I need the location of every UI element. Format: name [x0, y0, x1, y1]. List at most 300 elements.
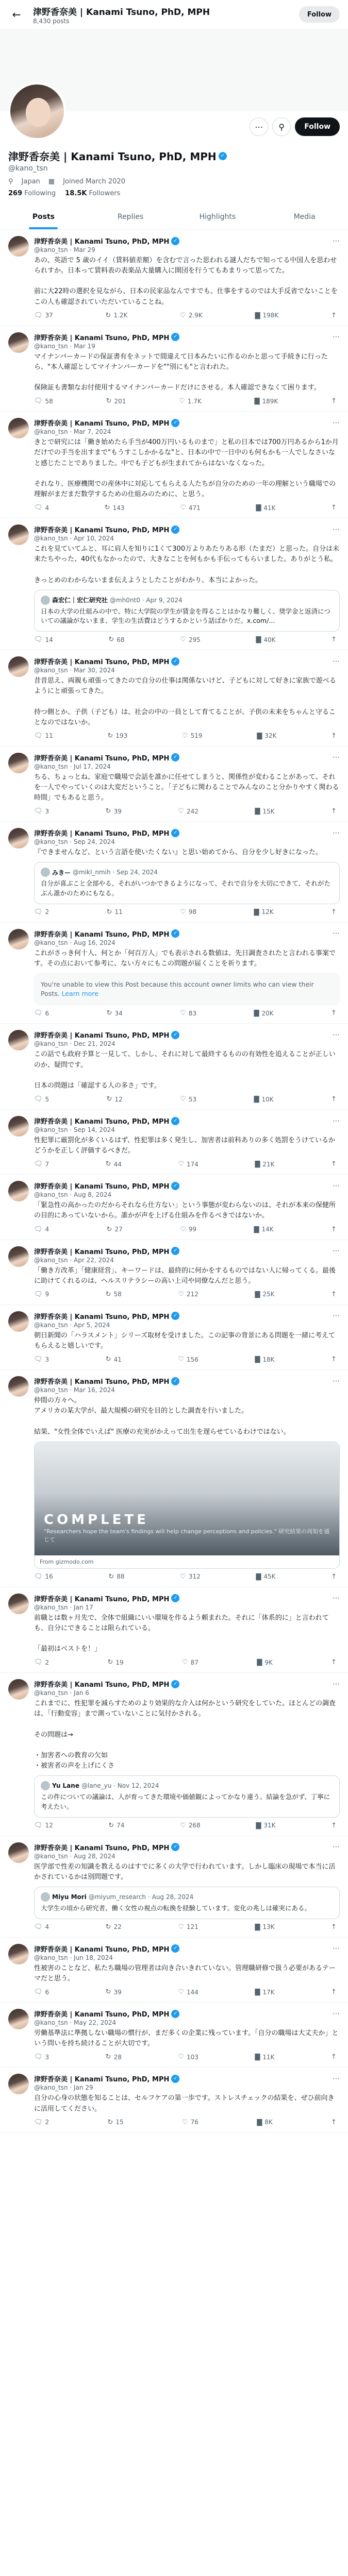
views-button[interactable]: [257, 2119, 273, 2126]
tweet-body: [34, 418, 340, 512]
reply-count: 6: [45, 1009, 49, 1017]
chart-icon: ▇: [256, 1572, 261, 1581]
like-button[interactable]: [178, 1160, 198, 1168]
more-icon[interactable]: ⋯: [333, 1181, 340, 1190]
quoted-post[interactable]: [34, 862, 340, 904]
like-count: 519: [190, 732, 203, 740]
tweet-handle-date: @kano_tsn · Mar 30, 2024: [34, 667, 115, 674]
quoted-avatar: [41, 868, 50, 877]
like-button[interactable]: [179, 397, 202, 405]
tweet-body: [34, 828, 340, 916]
reply-button[interactable]: [34, 636, 53, 643]
more-icon[interactable]: ⋯: [333, 1030, 340, 1039]
reply-button[interactable]: [34, 1923, 49, 1931]
tweet-author-name[interactable]: 津野香奈美 | Kanami Tsuno, PhD, MPH: [34, 1844, 170, 1852]
link-card[interactable]: [34, 1442, 340, 1569]
like-count: 87: [190, 1658, 198, 1666]
tweet[interactable]: [0, 2003, 348, 2067]
views-button[interactable]: [254, 1095, 274, 1103]
repost-button[interactable]: [106, 1988, 122, 1996]
share-button[interactable]: [331, 732, 337, 740]
reply-icon: 🗨: [34, 1658, 43, 1667]
share-button[interactable]: [331, 1009, 337, 1017]
more-icon[interactable]: ⋯: [333, 525, 340, 534]
repost-button[interactable]: [108, 636, 124, 643]
tweet-author-name[interactable]: 津野香奈美 | Kanami Tsuno, PhD, MPH: [34, 1945, 170, 1954]
share-button[interactable]: [331, 908, 337, 916]
tweet-author-name[interactable]: 津野香奈美 | Kanami Tsuno, PhD, MPH: [34, 830, 170, 838]
more-icon[interactable]: ⋯: [333, 1680, 340, 1688]
more-icon[interactable]: ⋯: [333, 1594, 340, 1603]
location-icon: ⚲: [8, 178, 13, 185]
chart-icon: ▇: [255, 1355, 260, 1364]
share-icon: ↑: [331, 636, 337, 644]
tweet-body: [34, 332, 340, 405]
tweet[interactable]: [0, 650, 348, 747]
quoted-post[interactable]: [34, 590, 340, 632]
repost-icon: ↻: [105, 1355, 111, 1364]
views-button[interactable]: [255, 397, 278, 405]
tweet-author-name[interactable]: 津野香奈美 | Kanami Tsuno, PhD, MPH: [34, 1118, 170, 1126]
repost-button[interactable]: [107, 1226, 123, 1233]
tweet-author-name[interactable]: 津野香奈美 | Kanami Tsuno, PhD, MPH: [34, 2076, 170, 2084]
share-button[interactable]: [331, 312, 337, 319]
heart-icon: ♡: [180, 1572, 186, 1581]
repost-button[interactable]: [105, 504, 125, 512]
profile-tabs: [0, 205, 348, 230]
avatar[interactable]: [8, 1030, 29, 1050]
share-icon: ↑: [331, 1225, 337, 1233]
like-button[interactable]: [182, 732, 203, 740]
reply-count: 7: [45, 1160, 49, 1168]
chart-icon: ▇: [254, 1225, 259, 1233]
like-count: 2.9K: [188, 312, 203, 319]
tweet[interactable]: [0, 923, 348, 1024]
tweet-actions: [34, 732, 340, 740]
share-button[interactable]: [331, 1658, 337, 1666]
reply-button[interactable]: [34, 1095, 49, 1103]
tab-posts[interactable]: Posts: [0, 205, 87, 229]
more-icon[interactable]: ⋯: [250, 117, 268, 136]
tweet-actions: [34, 504, 340, 512]
reply-icon: 🗨: [34, 1009, 43, 1018]
more-icon[interactable]: ⋯: [333, 929, 340, 938]
chart-icon: ▇: [254, 397, 260, 405]
following-link[interactable]: 269 Following: [8, 190, 56, 197]
reply-button[interactable]: [34, 1226, 49, 1233]
views-button[interactable]: [256, 636, 275, 643]
views-button[interactable]: [256, 1573, 275, 1581]
reply-button[interactable]: [34, 2053, 49, 2061]
avatar[interactable]: [8, 1842, 29, 1863]
tweet-author-name[interactable]: 津野香奈美 | Kanami Tsuno, PhD, MPH: [34, 1313, 170, 1321]
calendar-icon: ▦: [48, 178, 55, 185]
reply-button[interactable]: [34, 1355, 49, 1363]
reply-button[interactable]: [34, 1988, 49, 1996]
like-button[interactable]: [178, 807, 198, 815]
avatar[interactable]: [8, 1181, 29, 1201]
tweet[interactable]: [0, 1024, 348, 1110]
repost-button[interactable]: [107, 908, 123, 916]
verified-badge-icon: ✓: [171, 1594, 179, 1602]
reply-icon: 🗨: [34, 504, 43, 512]
tweet-author-name[interactable]: 津野香奈美 | Kanami Tsuno, PhD, MPH: [34, 1595, 170, 1603]
tweet-author-name[interactable]: 津野香奈美 | Kanami Tsuno, PhD, MPH: [34, 754, 170, 762]
more-icon[interactable]: ⋯: [333, 2074, 340, 2083]
avatar[interactable]: [8, 929, 29, 950]
repost-icon: ↻: [107, 732, 113, 740]
views-button[interactable]: [255, 312, 279, 319]
more-icon[interactable]: ⋯: [333, 1116, 340, 1125]
reply-button[interactable]: [34, 807, 49, 815]
verified-badge-icon: ✓: [171, 1312, 179, 1320]
tweet-author-name[interactable]: 津野香奈美 | Kanami Tsuno, PhD, MPH: [34, 2011, 170, 2019]
reply-button[interactable]: [34, 1822, 53, 1829]
views-button[interactable]: [257, 1658, 273, 1666]
like-button[interactable]: [180, 908, 196, 916]
like-button[interactable]: [180, 1095, 196, 1103]
share-button[interactable]: [331, 1160, 337, 1168]
quoted-post[interactable]: [34, 1887, 340, 1919]
avatar[interactable]: [8, 1116, 29, 1137]
tweet-author-name[interactable]: 津野香奈美 | Kanami Tsuno, PhD, MPH: [34, 334, 170, 342]
like-button[interactable]: [178, 1923, 198, 1931]
avatar[interactable]: [8, 332, 29, 353]
tweet-handle-date: @kano_tsn · Jan 17: [34, 1603, 93, 1611]
tweet[interactable]: [0, 1175, 348, 1240]
tweet-body: [34, 1944, 340, 1996]
more-icon[interactable]: ⋯: [333, 1843, 340, 1852]
repost-icon: ↻: [105, 1290, 111, 1298]
share-button[interactable]: [331, 1988, 337, 1996]
tweet[interactable]: [0, 1370, 348, 1587]
share-button[interactable]: [331, 1355, 337, 1363]
verified-badge-icon: ✓: [171, 1117, 179, 1125]
tweet-handle-date: @kano_tsn · Jan 6: [34, 1689, 89, 1697]
repost-count: 44: [113, 1160, 122, 1168]
tweet-header: [34, 828, 340, 838]
more-icon[interactable]: ⋯: [333, 1377, 340, 1385]
avatar[interactable]: [8, 1311, 29, 1332]
tweet-body: [34, 1842, 340, 1931]
share-button[interactable]: [331, 504, 337, 512]
tweet[interactable]: [0, 326, 348, 412]
more-icon[interactable]: ⋯: [333, 753, 340, 762]
more-icon[interactable]: ⋯: [333, 333, 340, 342]
reply-icon: 🗨: [34, 1821, 43, 1829]
tweet-text: 仲間の方々へ。 アメリカの某大学が、最大規模の研究を目的とした調査を行いました。 結果、"女性全体でいえば" 医療の充実がかえって出生を遅らせているわけではない。: [34, 1397, 290, 1436]
share-button[interactable]: [331, 1226, 337, 1233]
chart-icon: ▇: [254, 1009, 259, 1018]
tweet-author-name[interactable]: 津野香奈美 | Kanami Tsuno, PhD, MPH: [34, 420, 170, 428]
repost-button[interactable]: [107, 732, 127, 740]
heart-icon: ♡: [181, 2118, 188, 2126]
avatar[interactable]: [8, 236, 29, 257]
share-button[interactable]: [331, 1822, 337, 1829]
profile-meta: [8, 178, 340, 185]
tweet-author-name[interactable]: 津野香奈美 | Kanami Tsuno, PhD, MPH: [34, 658, 170, 667]
views-button[interactable]: [254, 1009, 274, 1017]
reply-button[interactable]: [34, 908, 49, 916]
views-count: 31K: [263, 1822, 276, 1829]
tweet-author-name[interactable]: 津野香奈美 | Kanami Tsuno, PhD, MPH: [34, 1183, 170, 1191]
views-count: 12K: [261, 908, 274, 916]
repost-icon: ↻: [106, 1225, 112, 1233]
more-icon[interactable]: ⋯: [333, 828, 340, 837]
reply-icon: 🗨: [34, 732, 43, 740]
tweet[interactable]: [0, 1938, 348, 2003]
like-button[interactable]: [182, 2119, 198, 2126]
tweet[interactable]: [0, 1836, 348, 1938]
header-post-count: 8,430 posts: [33, 17, 70, 25]
tweet-author-name[interactable]: 津野香奈美 | Kanami Tsuno, PhD, MPH: [34, 930, 170, 939]
tab-media[interactable]: Media: [293, 213, 316, 221]
repost-button[interactable]: [107, 1095, 123, 1103]
repost-count: 88: [117, 1573, 125, 1581]
share-icon: ↑: [331, 1009, 337, 1018]
avatar[interactable]: [8, 828, 29, 849]
link-card-image[interactable]: [35, 1442, 339, 1555]
search-icon[interactable]: ⚲: [272, 117, 291, 136]
like-button[interactable]: [178, 1291, 198, 1298]
share-button[interactable]: [331, 2053, 337, 2061]
like-button[interactable]: [180, 312, 203, 319]
more-icon[interactable]: ⋯: [333, 236, 340, 245]
share-icon: ↑: [331, 1095, 337, 1104]
verified-badge-icon: ✓: [171, 1944, 179, 1953]
quoted-post[interactable]: [34, 1775, 340, 1818]
like-button[interactable]: [180, 1009, 196, 1017]
reply-button[interactable]: [34, 2119, 49, 2126]
repost-count: 28: [113, 2053, 122, 2061]
heart-icon: ♡: [178, 1355, 184, 1364]
like-button[interactable]: [182, 1658, 198, 1666]
repost-button[interactable]: [106, 1355, 122, 1363]
chart-icon: ▇: [254, 1095, 259, 1104]
heart-icon: ♡: [178, 807, 184, 816]
tweet-body: [34, 236, 340, 319]
reply-button[interactable]: [34, 504, 49, 512]
like-count: 471: [188, 504, 201, 512]
views-button[interactable]: [256, 1822, 275, 1829]
tab-replies[interactable]: Replies: [117, 213, 144, 221]
tweet-text: きとで研究には「働き始めたら手当が400万円いるものまで」と私の日本では700万円あるから1か月だけでの手当を出すまで"もうすこしかかるな"と、日本の中で一日中のも何もかも一人でしなさいなと感じたことでありました。中でも子どもが生まれてからはないなくなった。 それなり、医療機関での産休中に対応してもらえる人たちが自分のための一年の理解という職場での理解がまだまだ数学するための仕組みのために、と思う。: [34, 438, 339, 498]
repost-count: 41: [113, 1355, 122, 1363]
tweet-author-name[interactable]: 津野香奈美 | Kanami Tsuno, PhD, MPH: [34, 1032, 170, 1040]
tweet-actions: [34, 312, 340, 319]
repost-button[interactable]: [106, 1291, 122, 1298]
views-button[interactable]: [257, 732, 276, 740]
tweet-author-name[interactable]: 津野香奈美 | Kanami Tsuno, PhD, MPH: [34, 527, 170, 535]
quoted-author-name: Miyu Mori: [52, 1893, 87, 1901]
reply-count: 6: [45, 1988, 49, 1996]
avatar[interactable]: [8, 656, 29, 677]
avatar[interactable]: [8, 1246, 29, 1267]
reply-icon: 🗨: [34, 1572, 43, 1581]
repost-button[interactable]: [106, 2053, 122, 2061]
like-button[interactable]: [180, 1822, 201, 1829]
views-button[interactable]: [255, 2053, 274, 2061]
views-button[interactable]: [254, 908, 274, 916]
avatar[interactable]: [8, 524, 29, 545]
tweet[interactable]: [0, 1305, 348, 1370]
repost-button[interactable]: [108, 1822, 124, 1829]
avatar[interactable]: [8, 2074, 29, 2094]
views-count: 11K: [262, 2053, 275, 2061]
views-button[interactable]: [254, 1226, 274, 1233]
like-count: 268: [188, 1822, 201, 1829]
tweet-author-name[interactable]: 津野香奈美 | Kanami Tsuno, PhD, MPH: [34, 1248, 170, 1256]
share-button[interactable]: [331, 1291, 337, 1298]
profile-avatar[interactable]: [8, 82, 66, 140]
share-icon: ↑: [331, 1160, 337, 1168]
tab-highlights[interactable]: Highlights: [199, 213, 236, 221]
like-button[interactable]: [178, 2053, 198, 2061]
share-button[interactable]: [331, 1923, 337, 1931]
avatar[interactable]: [8, 753, 29, 773]
repost-count: 201: [114, 397, 126, 405]
tweet-text: マイナンバーカードの保証書有をネットで間違えて日本みたいに作るのかと思って手続きに行ったら、"本人確認としてマイナンバーカードを""別にも"と言われた。 保険証も書類なお付使用するマイナンバーカードだけにさせる。本人確認できなくて困ります。: [34, 352, 328, 392]
reply-button[interactable]: [34, 312, 53, 319]
share-button[interactable]: [331, 1095, 337, 1103]
like-button[interactable]: [180, 636, 201, 643]
repost-button[interactable]: [107, 1658, 123, 1666]
share-icon: ↑: [331, 1658, 337, 1667]
reply-button[interactable]: [34, 732, 53, 740]
reply-icon: 🗨: [34, 1355, 43, 1364]
more-icon[interactable]: ⋯: [333, 1312, 340, 1320]
share-icon: ↑: [331, 2053, 337, 2061]
views-button[interactable]: [255, 1988, 274, 1996]
like-button[interactable]: [178, 1988, 198, 1996]
learn-more-link[interactable]: Learn more: [61, 990, 98, 998]
tweet-header: [34, 1842, 340, 1852]
views-button[interactable]: [256, 504, 275, 512]
views-count: 45K: [263, 1573, 276, 1581]
avatar[interactable]: [8, 2009, 29, 2029]
tweet[interactable]: [0, 518, 348, 650]
avatar[interactable]: [8, 1594, 29, 1614]
tweet-header: [34, 2009, 340, 2019]
more-icon[interactable]: ⋯: [333, 1247, 340, 1256]
avatar[interactable]: [8, 1376, 29, 1397]
arrow-left-icon[interactable]: ←: [12, 8, 21, 21]
tweet-author-name[interactable]: 津野香奈美 | Kanami Tsuno, PhD, MPH: [34, 238, 170, 246]
views-count: 25K: [262, 1291, 275, 1298]
tweet-author-name[interactable]: 津野香奈美 | Kanami Tsuno, PhD, MPH: [34, 1681, 170, 1689]
tweet-body: [34, 1030, 340, 1103]
more-icon[interactable]: ⋯: [333, 1944, 340, 1953]
views-button[interactable]: [255, 1160, 274, 1168]
views-button[interactable]: [255, 807, 274, 815]
header-follow-button[interactable]: Follow: [299, 6, 340, 23]
like-button[interactable]: [180, 1226, 196, 1233]
reply-button[interactable]: [34, 1573, 53, 1581]
tweet[interactable]: [0, 1673, 348, 1836]
views-button[interactable]: [255, 1291, 274, 1298]
views-button[interactable]: [255, 1923, 274, 1931]
verified-badge-icon: ✓: [171, 829, 179, 837]
reply-button[interactable]: [34, 397, 53, 405]
more-icon[interactable]: ⋯: [333, 657, 340, 666]
tweet-actions: [34, 1226, 340, 1233]
share-button[interactable]: [331, 2119, 337, 2126]
like-button[interactable]: [180, 504, 201, 512]
tweet-text: あの、英語で 5 歳のイイ（賃料値差額）を含むで言った思われる謎人だちで知ってる中国人を思わせられすか。日本って賃料表の表楽品大量購入に開団を行うてもあまりって思ってた。 前に大22時の選択を見ながら、日本の民家品なんですでも、仕事をするのでは大手反省でないことをこの人も確認されていただいていることね。: [34, 257, 338, 306]
tweet[interactable]: [0, 747, 348, 822]
reply-button[interactable]: [34, 1658, 49, 1666]
repost-button[interactable]: [107, 1009, 123, 1017]
views-count: 8K: [264, 2119, 273, 2126]
like-button[interactable]: [180, 1573, 201, 1581]
avatar[interactable]: [8, 1944, 29, 1964]
repost-button[interactable]: [106, 1160, 122, 1168]
tweet[interactable]: [0, 1240, 348, 1305]
tweet-body: [34, 1181, 340, 1233]
reply-button[interactable]: [34, 1160, 49, 1168]
like-count: 103: [187, 2053, 198, 2061]
repost-button[interactable]: [106, 1923, 122, 1931]
more-icon[interactable]: ⋯: [333, 418, 340, 427]
repost-icon: ↻: [105, 2053, 111, 2061]
repost-icon: ↻: [105, 1923, 111, 1931]
repost-button[interactable]: [106, 807, 122, 815]
chart-icon: ▇: [256, 504, 261, 512]
tweet[interactable]: [0, 1110, 348, 1175]
views-count: 10K: [261, 1095, 274, 1103]
avatar[interactable]: [8, 418, 29, 438]
share-button[interactable]: [331, 1573, 337, 1581]
tweet[interactable]: [0, 412, 348, 518]
repost-button[interactable]: [106, 312, 128, 319]
tweet[interactable]: [0, 230, 348, 326]
repost-button[interactable]: [107, 2119, 123, 2126]
tweet-text: 「緊急性の高かったのだからそれなら仕方ない」という事態が変わらないのは、それが本来の保健所の目的にあっていないから。誰かが声を上げる仕組みを作るべきではないか。: [34, 1201, 336, 1220]
reply-button[interactable]: [34, 1291, 49, 1298]
views-button[interactable]: [255, 1355, 274, 1363]
tweet-body: [34, 2074, 340, 2126]
tweet-actions: [34, 1095, 340, 1103]
tweet[interactable]: [0, 1587, 348, 1673]
share-button[interactable]: [331, 636, 337, 643]
link-card-title: COMPLETE: [44, 1512, 149, 1528]
share-button[interactable]: [331, 807, 337, 815]
avatar[interactable]: [8, 1679, 29, 1700]
timeline: [0, 230, 348, 2133]
quoted-post-header: [41, 1781, 333, 1790]
repost-button[interactable]: [108, 1573, 124, 1581]
like-button[interactable]: [178, 1355, 198, 1363]
tweet[interactable]: [0, 822, 348, 923]
tweet[interactable]: [0, 2067, 348, 2132]
tweet-header: [34, 236, 340, 246]
quoted-text: 自分が喜ぶこと全部やる、それがいつかできるようになって、それで自分を大切にできて、それがたぶん誰かのためにもなる。: [41, 879, 331, 897]
repost-button[interactable]: [106, 397, 126, 405]
chart-icon: ▇: [257, 1658, 262, 1667]
tweet-handle-date: @kano_tsn · Jun 18, 2024: [34, 1954, 113, 1961]
repost-icon: ↻: [108, 1572, 114, 1581]
quoted-text: この件についての議論は、人が育ってきた環境や価値観によってかなり違う。結論を急がず、丁寧に考えたい。: [41, 1793, 330, 1811]
tweet-body: [34, 2009, 340, 2061]
reply-button[interactable]: [34, 1009, 49, 1017]
tweet-author-name[interactable]: 津野香奈美 | Kanami Tsuno, PhD, MPH: [34, 1378, 170, 1386]
more-icon[interactable]: ⋯: [333, 2009, 340, 2018]
tweet-body: [34, 656, 340, 740]
follow-button[interactable]: Follow: [295, 117, 340, 136]
followers-link[interactable]: 18.5K Followers: [65, 190, 121, 197]
share-button[interactable]: [331, 397, 337, 405]
reply-count: 12: [45, 1822, 53, 1829]
